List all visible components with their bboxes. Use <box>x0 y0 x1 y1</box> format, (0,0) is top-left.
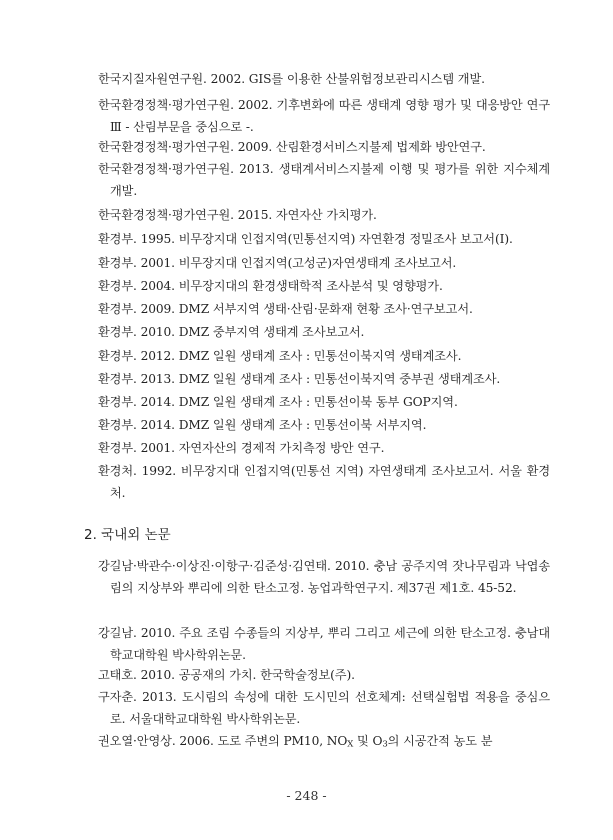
reference-entry: 환경부. 2001. 비무장지대 인접지역(고성군)자연생태계 조사보고서. <box>98 256 457 270</box>
reference-text: 및 O <box>353 734 383 748</box>
reference-entry: 한국환경정책·평가연구원. 2009. 산림환경서비스지불제 법제화 방안연구. <box>98 140 486 154</box>
reference-entry: 강길남. 2010. 주요 조림 수종들의 지상부, 뿌리 그리고 세근에 의한 탄소고정. 충남대학교대학원 박사학위논문. <box>98 626 550 662</box>
reference-entry: 환경부. 2004. 비무장지대의 환경생태학적 조사분석 및 영향평가. <box>98 279 443 293</box>
reference-entry: 환경부. 2014. DMZ 일원 생태계 조사 : 민통선이북 서부지역. <box>98 418 427 432</box>
reference-text: 권오열·안영상. 2006. 도로 주변의 PM10, NO <box>98 734 348 748</box>
reference-entry: 한국환경정책·평가연구원. 2015. 자연자산 가치평가. <box>98 208 377 222</box>
reference-entry: 환경부. 2010. DMZ 중부지역 생태계 조사보고서. <box>98 325 365 339</box>
reference-entry: 고태호. 2010. 공공재의 가치. 한국학술정보(주). <box>98 668 355 682</box>
subscript: 3 <box>382 739 388 750</box>
reference-entry: 환경부. 1995. 비무장지대 인접지역(민통선지역) 자연환경 정밀조사 보고서(Ⅰ). <box>98 232 513 246</box>
reference-entry: 한국환경정책·평가연구원. 2013. 생태계서비스지불제 이행 및 평가를 위한 지수체계 개발. <box>98 162 550 198</box>
reference-entry: 한국지질자원연구원. 2002. GIS를 이용한 산불위험정보관리시스템 개발. <box>98 72 485 86</box>
reference-entry: 구자춘. 2013. 도시림의 속성에 대한 도시민의 선호체계: 선택실험법 적용을 중심으로. 서울대학교대학원 박사학위논문. <box>98 690 550 726</box>
reference-entry: 한국환경정책·평가연구원. 2002. 기후변화에 따른 생태계 영향 평가 및 대응방안 연구 Ⅲ - 산림부문을 중심으로 -. <box>98 98 550 134</box>
reference-entry: 환경부. 2014. DMZ 일원 생태계 조사 : 민통선이북 동부 GOP지역. <box>98 395 458 409</box>
page-number: - 248 - <box>286 788 327 803</box>
reference-entry: 환경부. 2012. DMZ 일원 생태계 조사 : 민통선이북지역 생태계조사. <box>98 349 462 363</box>
reference-text: 의 시공간적 농도 분 <box>387 734 493 748</box>
section-heading: 2. 국내외 논문 <box>84 527 171 543</box>
reference-entry <box>98 730 550 752</box>
reference-entry: 강길남·박관수·이상진·이항구·김준성·김연태. 2010. 충남 공주지역 잣나무림과 낙엽송림의 지상부와 뿌리에 의한 탄소고정. 농업과학연구지. 제37권 제1호. 45-52. <box>98 559 550 595</box>
reference-entry: 환경부. 2013. DMZ 일원 생태계 조사 : 민통선이북지역 중부권 생태계조사. <box>98 372 501 386</box>
reference-entry: 환경처. 1992. 비무장지대 인접지역(민통선 지역) 자연생태계 조사보고서. 서울 환경처. <box>98 464 550 500</box>
subscript: X <box>347 739 354 750</box>
reference-entry: 환경부. 2001. 자연자산의 경제적 가치측정 방안 연구. <box>98 441 385 455</box>
reference-entry: 환경부. 2009. DMZ 서부지역 생태·산림·문화재 현황 조사·연구보고서. <box>98 302 473 316</box>
